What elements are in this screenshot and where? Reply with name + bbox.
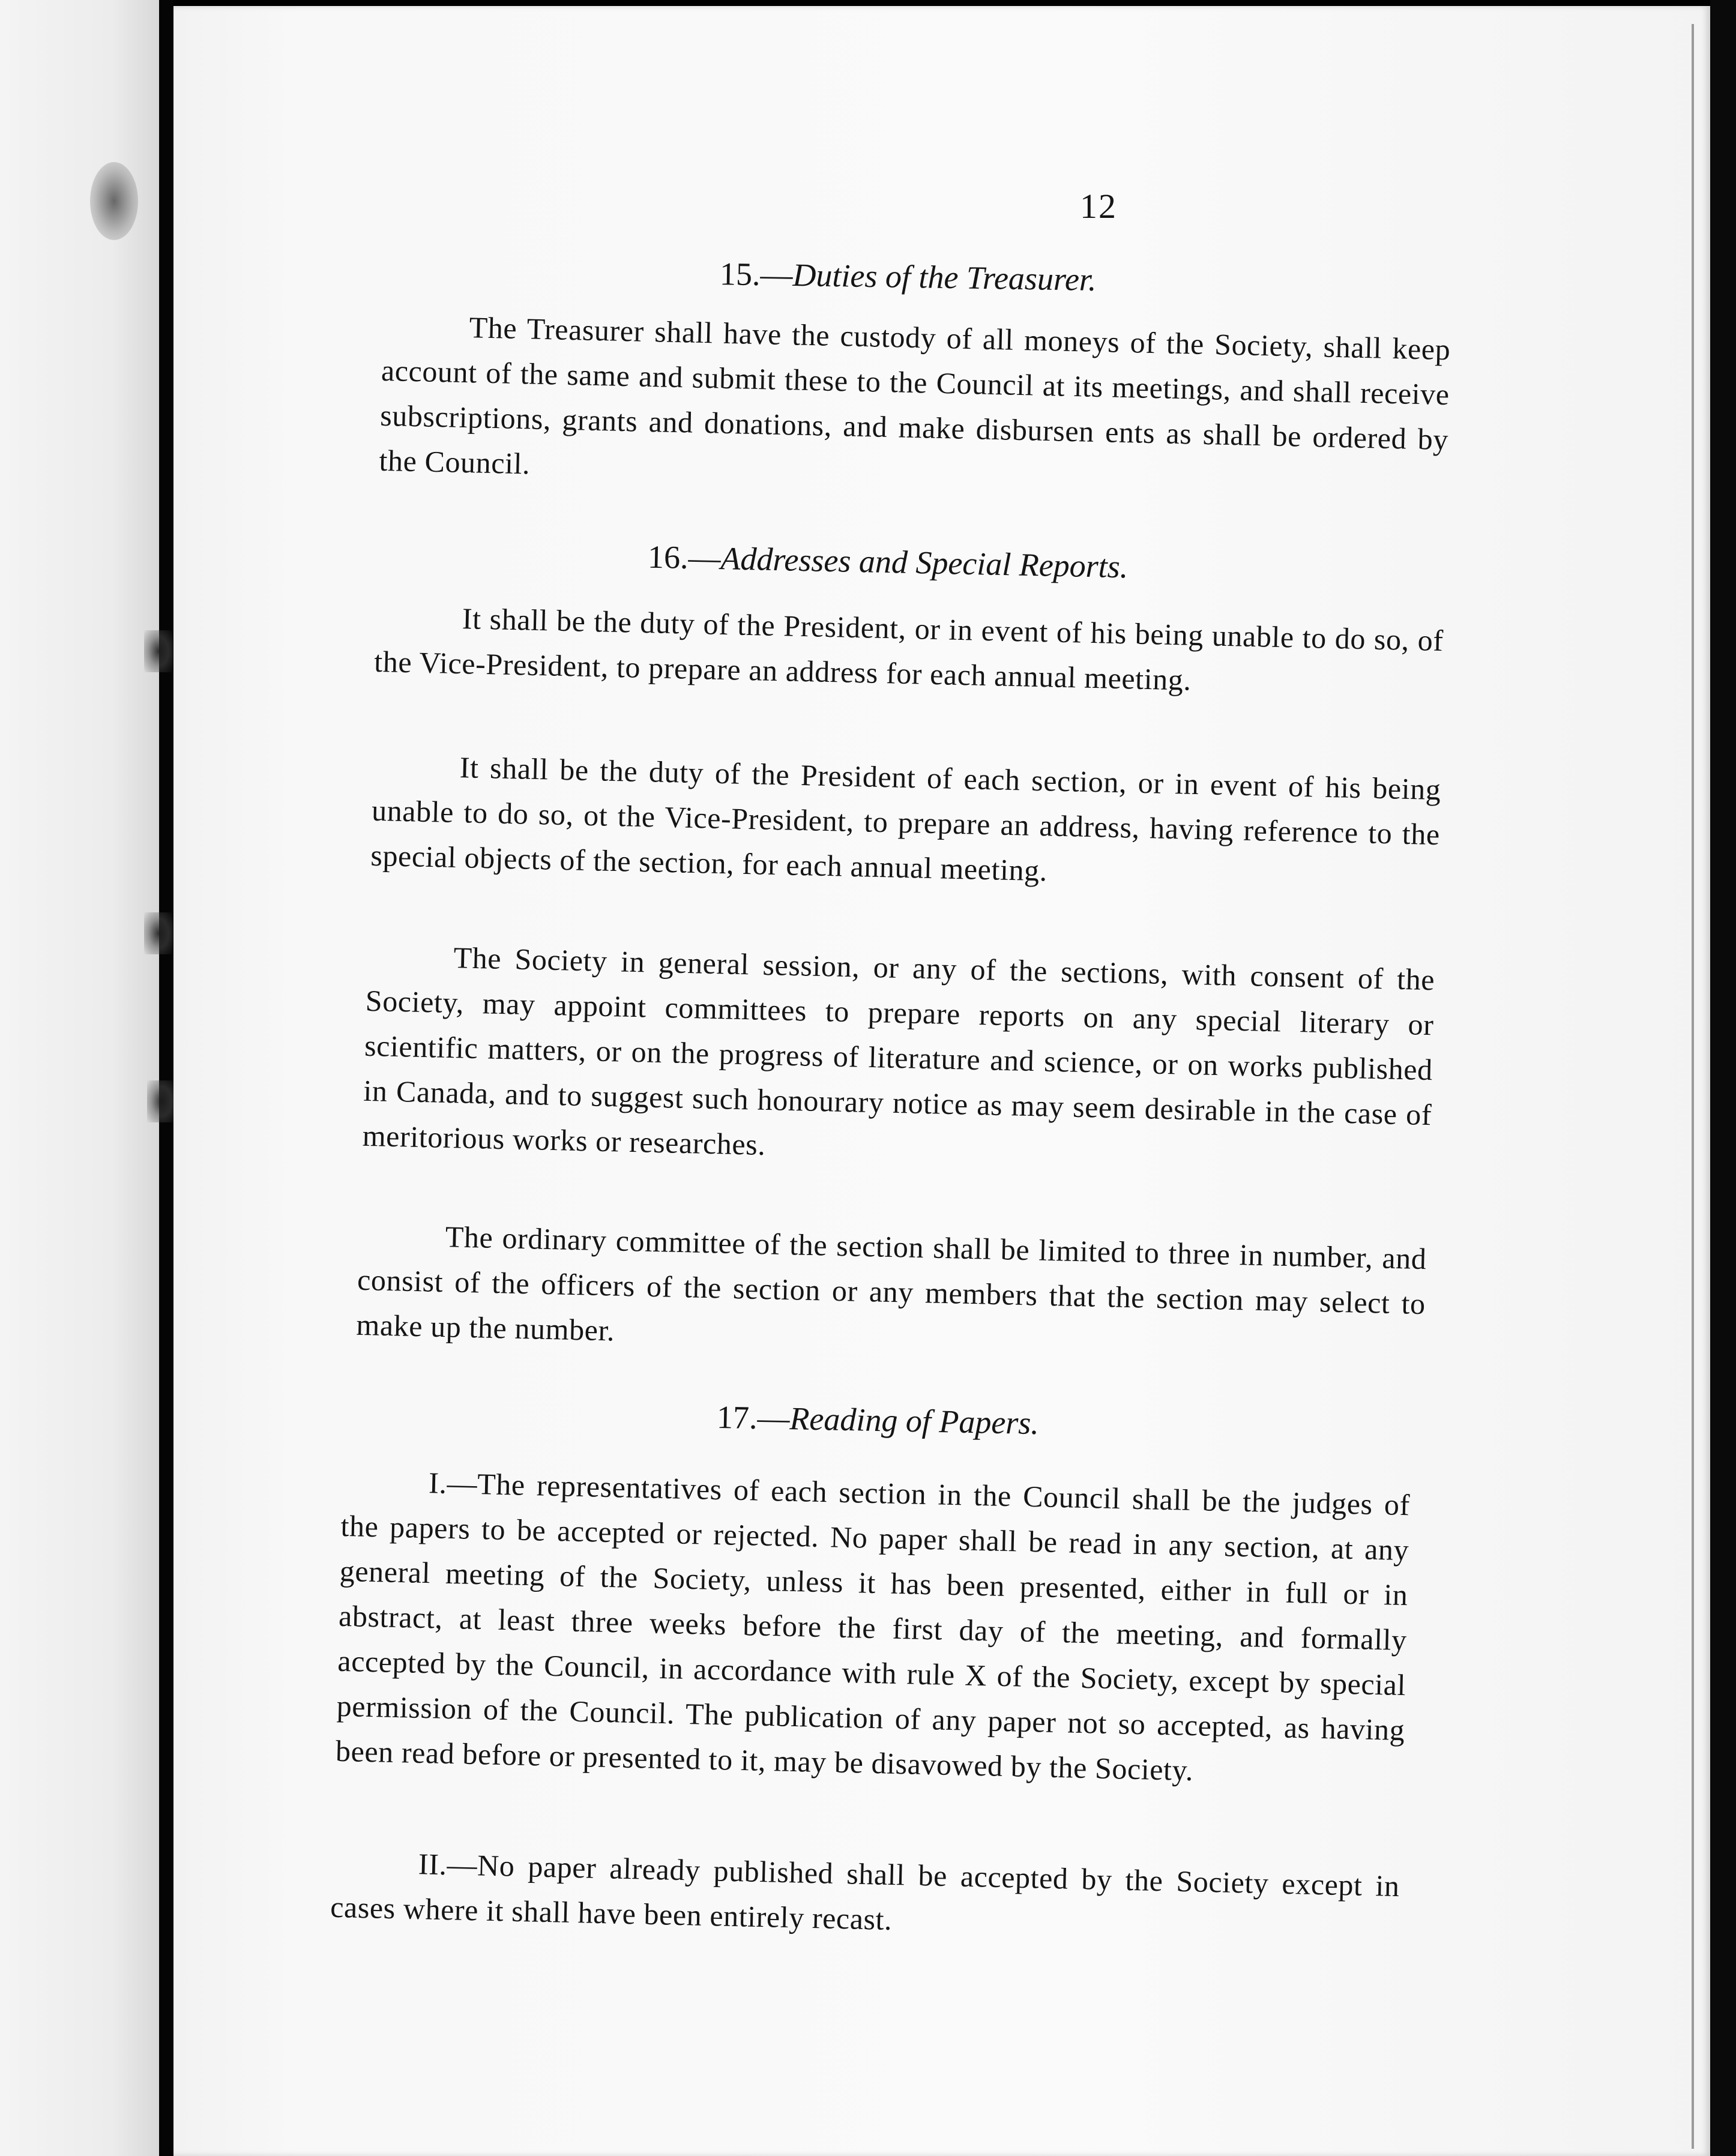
section-paragraph: The ordinary committee of the section shall be limited to three in number, and consist of the officers of the section or any members that the section may select to make up the number. xyxy=(355,1220,1427,1348)
section-heading xyxy=(647,538,1129,586)
dash: — xyxy=(756,1400,791,1437)
section-number: 15. xyxy=(719,256,761,293)
scan-border xyxy=(1710,0,1736,2156)
section-title: Duties of the Treasurer. xyxy=(792,256,1097,298)
page-edge xyxy=(1692,24,1694,2149)
binding-stitch xyxy=(144,630,173,672)
section-heading xyxy=(716,1399,1039,1442)
dash: — xyxy=(687,540,722,577)
page-number: 12 xyxy=(1080,187,1117,226)
section-heading xyxy=(720,255,1097,298)
binding-stitch xyxy=(147,1080,176,1122)
section-paragraph: The Treasurer shall have the custody of all moneys of the Society, shall keep account of the same and submit these to the Council at its meetings, and shall receive subscriptions, grants and donations, and make disbursen ents as shall be ordered by the Council. xyxy=(379,310,1451,481)
section-number: 17. xyxy=(716,1399,758,1436)
document-page xyxy=(173,6,1710,2156)
ink-smudge xyxy=(90,162,138,240)
binding-stitch xyxy=(144,912,173,954)
binding-gutter xyxy=(159,0,173,2156)
section-title: Reading of Papers. xyxy=(789,1400,1040,1442)
section-paragraph: The Society in general session, or any of the sections, with consent of the Society, may appoint committees to prepare reports on any special literary or scientific matters, or on the progress of literature and science, or on works published in Canada, and to suggest such honourary notice as may seem desirable in the case of meritorious works or researches. xyxy=(362,941,1435,1162)
facing-page xyxy=(0,0,159,2156)
section-title: Addresses and Special Reports. xyxy=(720,540,1129,585)
section-paragraph: I.—The representatives of each section in the Council shall be the judges of the papers to be accepted or rejected. No paper shall be read in any section, at any general meeting of the Society, unless it has been presented, either in full or in abstract, at least three weeks before the first day of the meeting, and formally accepted by the Council, in accordance with rule X of the Society, except by special permission of the Council. The publication of any paper not so accepted, as having been read before or presented to it, may be disavowed by the Society. xyxy=(335,1466,1411,1787)
section-paragraph: II.—No paper already published shall be accepted by the Society except in cases where it shall have been entirely recast. xyxy=(330,1847,1400,1937)
section-number: 16. xyxy=(647,538,689,576)
section-paragraph: It shall be the duty of the President of each section, or in event of his being unable to do so, ot the Vice-President, to prepare an address, having reference to the special objects of the section, for each annual meeting. xyxy=(370,750,1442,888)
section-paragraph: It shall be the duty of the President, or in event of his being unable to do so, of the Vice-President, to prepare an address for each annual meeting. xyxy=(373,601,1444,697)
dash: — xyxy=(760,256,793,293)
